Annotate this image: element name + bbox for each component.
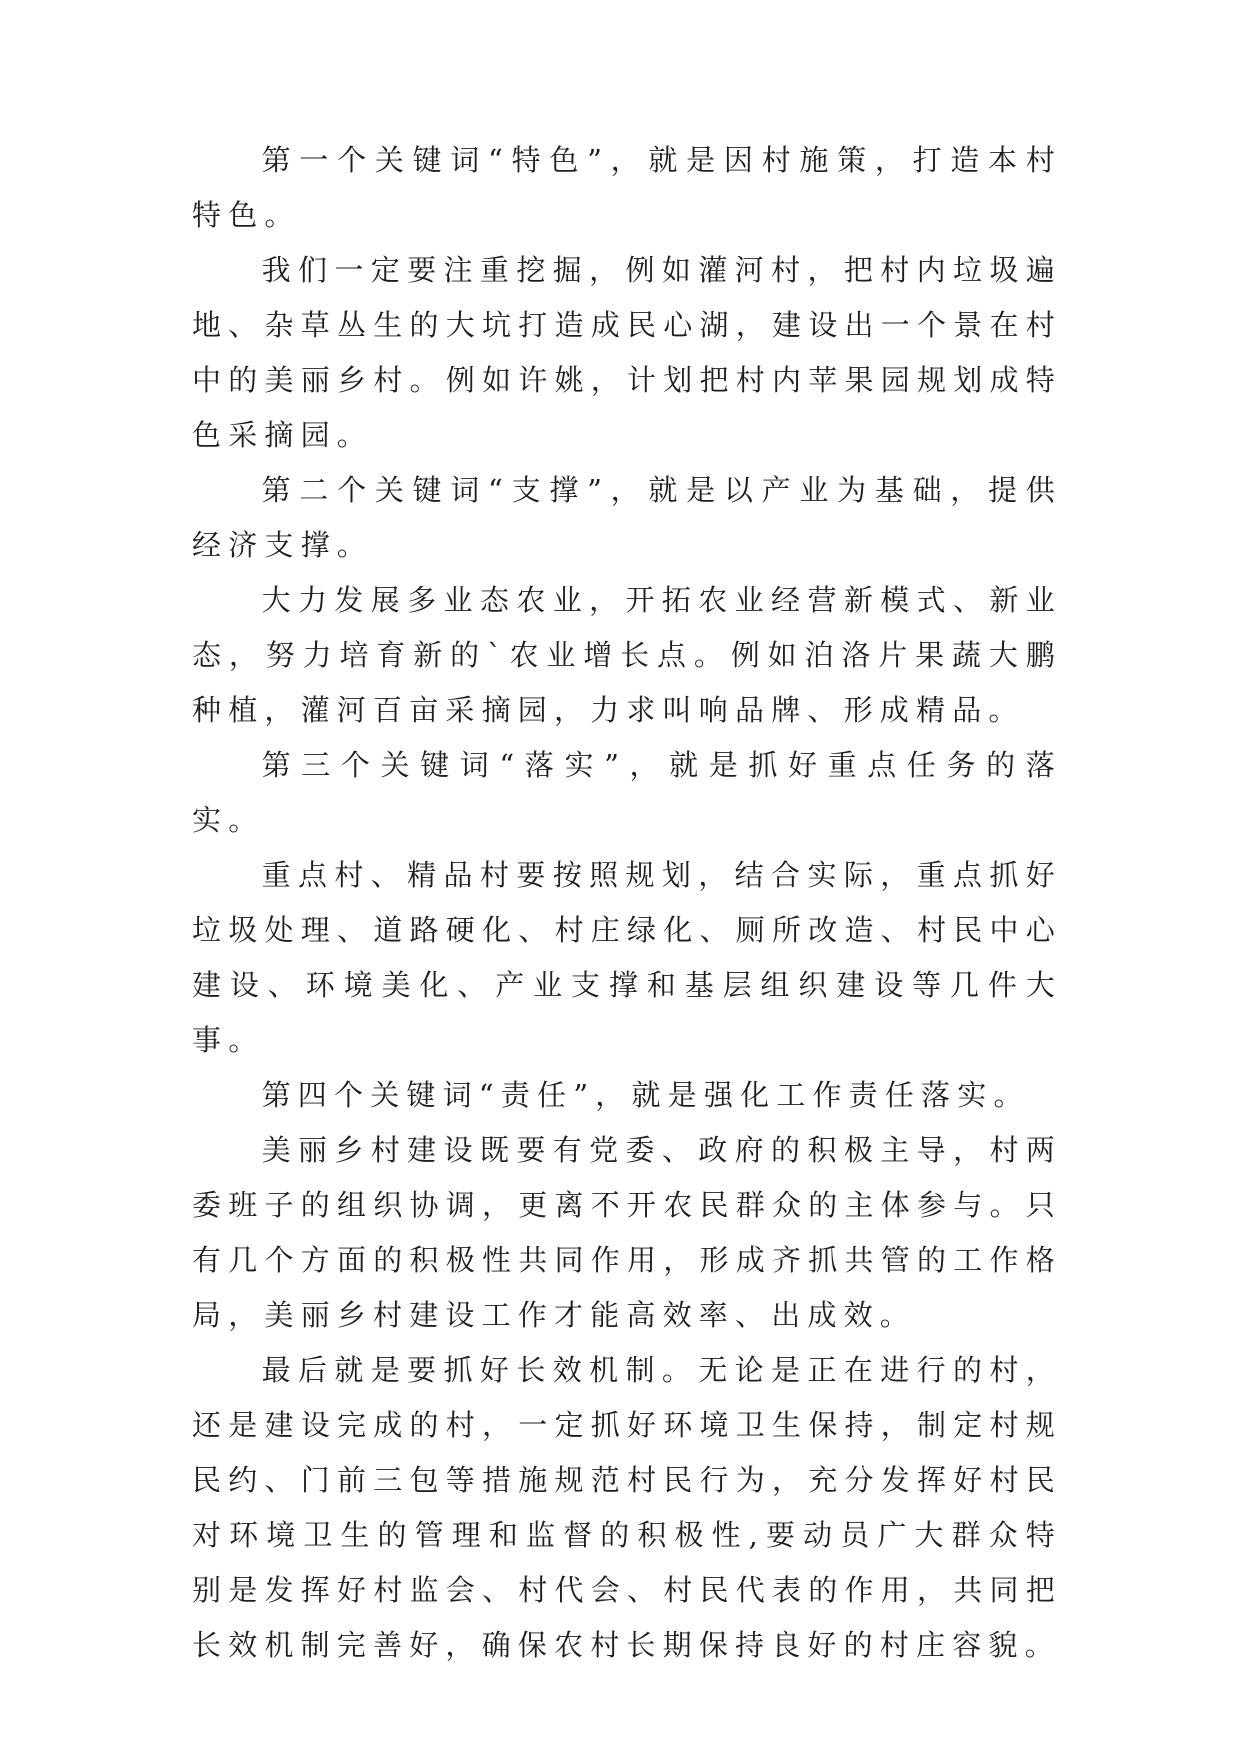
paragraph-example-2: 大力发展多业态农业，开拓农业经营新模式、新业态，努力培育新的`农业增长点。例如泊洛片果蔬大鹏种植，灌河百亩采摘园，力求叫响品牌、形成精品。 bbox=[192, 583, 1062, 727]
paragraph-example-4: 美丽乡村建设既要有党委、政府的积极主导，村两委班子的组织协调，更离不开农民群众的主体参与。只有几个方面的积极性共同作用，形成齐抓共管的工作格局，美丽乡村建设工作才能高效率、出成效。 bbox=[192, 1133, 1062, 1332]
paragraph-keyword-4: 第四个关键词“责任”，就是强化工作责任落实。 bbox=[261, 1078, 1030, 1112]
paragraph-keyword-2: 第二个关键词“支撑”，就是以产业为基础，提供经济支撑。 bbox=[192, 473, 1062, 562]
paragraph-keyword-3: 第三个关键词“落实”，就是抓好重点任务的落实。 bbox=[192, 748, 1062, 837]
paragraph-example-3: 重点村、精品村要按照规划，结合实际，重点抓好垃圾处理、道路硬化、村庄绿化、厕所改造、村民中心建设、环境美化、产业支撑和基层组织建设等几件大事。 bbox=[192, 858, 1062, 1057]
document-body bbox=[192, 133, 1062, 1673]
paragraph-example-1: 我们一定要注重挖掘，例如灌河村，把村内垃圾遍地、杂草丛生的大坑打造成民心湖，建设出一个景在村中的美丽乡村。例如许姚，计划把村内苹果园规划成特色采摘园。 bbox=[192, 253, 1062, 452]
paragraph-conclusion: 最后就是要抓好长效机制。无论是正在进行的村，还是建设完成的村，一定抓好环境卫生保持，制定村规民约、门前三包等措施规范村民行为，充分发挥好村民对环境卫生的管理和监督的积极性,要动员广大群众特别是发挥好村监会、村代会、村民代表的作用，共同把长效机制完善好，确保农村长期保持良好的村庄容貌。 bbox=[192, 1353, 1062, 1662]
paragraph-keyword-1: 第一个关键词“特色”，就是因村施策，打造本村特色。 bbox=[192, 143, 1062, 232]
